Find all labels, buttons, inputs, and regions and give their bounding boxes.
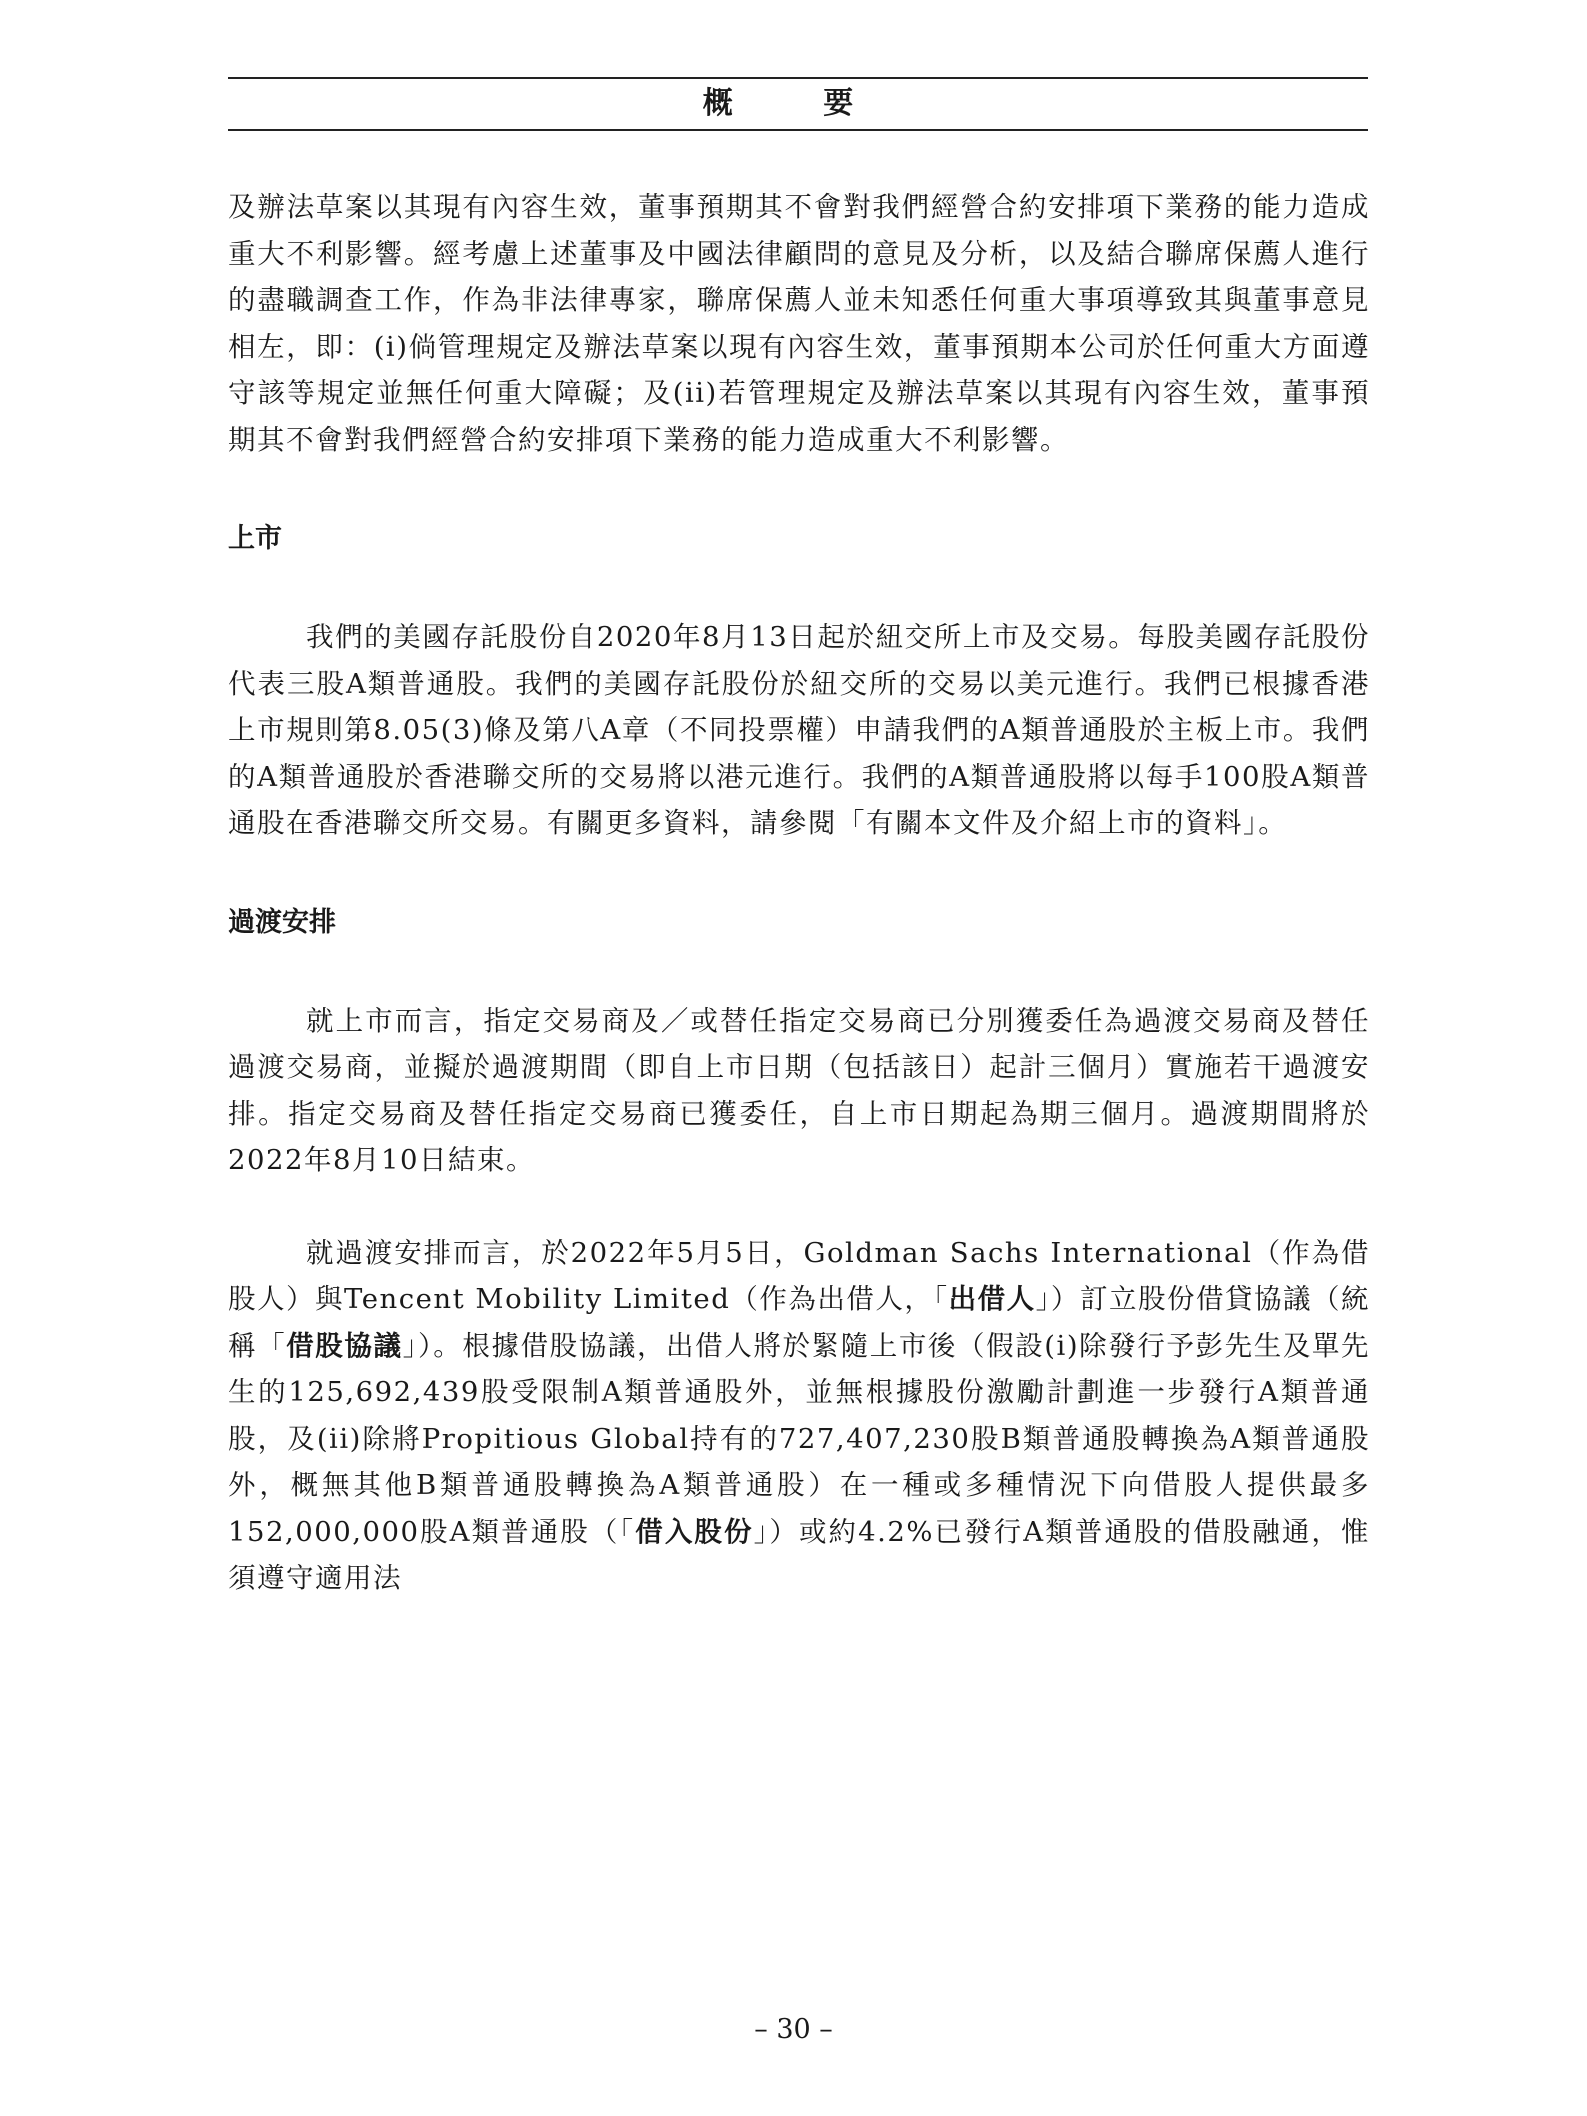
header-rule-top bbox=[228, 77, 1368, 79]
paragraph-transition bbox=[228, 998, 1370, 1184]
paragraph-stock-borrowing bbox=[228, 1230, 1370, 1602]
term-borrowed-shares: 借入股份 bbox=[635, 1515, 754, 1548]
borrow-text-a: 就過渡安排而言，於2022年5月5日，Goldman Sachs International（作為借股人）與Tencent Mobility Limited（作為出借人，「 bbox=[228, 1236, 1370, 1315]
document-body bbox=[228, 180, 1370, 1602]
paragraph-transition-text: 就上市而言，指定交易商及／或替任指定交易商已分別獲委任為過渡交易商及替任過渡交易商，並擬於過渡期間（即自上市日期（包括該日）起計三個月）實施若干過渡安排。指定交易商及替任指定交易商已獲委任，自上市日期起為期三個月。過渡期間將於2022年8月10日結束。 bbox=[228, 1004, 1370, 1176]
section-heading-transition: 過渡安排 bbox=[228, 906, 336, 938]
header-rule-bottom bbox=[228, 129, 1368, 131]
page-header-title: 概 要 bbox=[702, 86, 894, 121]
term-stock-borrowing-agreement: 借股協議 bbox=[286, 1329, 403, 1362]
borrow-text-d: 」）。根據借股協議，出借人將於緊隨上市後（假設(i)除發行予彭先生及單先生的125,692,439股受限制A類普通股外，並無根據股份激勵計劃進一步發行A類普通股，及(ii)除將Propitious Global持有的727,407,230股B類普通股轉換為A類普通股外，概無其他B類普通股轉換為A類普通股）在一種或多種情況下向借股人提供最多152,000,000股A類普通股（「 bbox=[228, 1329, 1371, 1548]
borrow-text-e: 」）或約4.2%已發行A類普通股的借股融通，惟須遵守適用法 bbox=[228, 1515, 1370, 1594]
borrow-text-c: 」）訂立股份借貸協議（統稱「 bbox=[228, 1283, 1371, 1362]
paragraph-continued: 及辦法草案以其現有內容生效，董事預期其不會對我們經營合約安排項下業務的能力造成重大不利影響。經考慮上述董事及中國法律顧問的意見及分析，以及結合聯席保薦人進行的盡職調查工作，作為非法律專家，聯席保薦人並未知悉任何重大事項導致其與董事意見相左，即：(i)倘管理規定及辦法草案以現有內容生效，董事預期本公司於任何重大方面遵守該等規定並無任何重大障礙；及(ii)若管理規定及辦法草案以其現有內容生效，董事預期其不會對我們經營合約安排項下業務的能力造成重大不利影響。 bbox=[228, 191, 1370, 456]
page-number: – 30 – bbox=[754, 2014, 833, 2045]
term-lender: 出借人 bbox=[948, 1283, 1036, 1315]
paragraph-listing: 我們的美國存託股份自2020年8月13日起於紐交所上市及交易。每股美國存託股份代表三股A類普通股。我們的美國存託股份於紐交所的交易以美元進行。我們已根據香港上市規則第8.05(3)條及第八A章（不同投票權）申請我們的A類普通股於主板上市。我們的A類普通股於香港聯交所的交易將以港元進行。我們的A類普通股將以每手100股A類普通股在香港聯交所交易。有關更多資料，請參閱「有關本文件及介紹上市的資料」。 bbox=[228, 621, 1370, 839]
section-heading-listing: 上市 bbox=[228, 523, 282, 554]
